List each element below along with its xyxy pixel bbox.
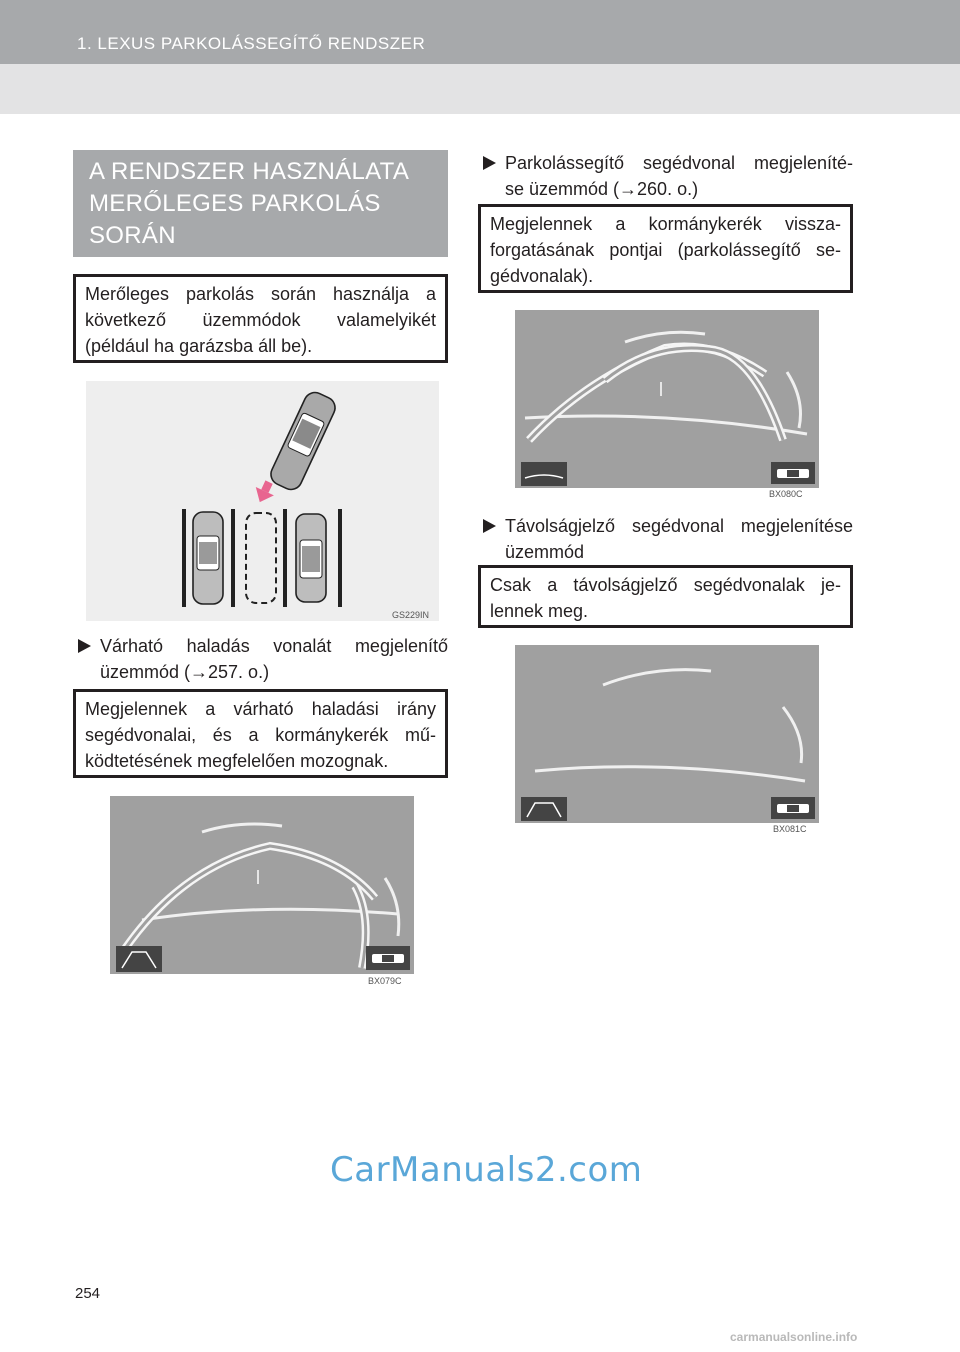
mode-description-line: Megjelennek a kormánykerék vissza-	[490, 214, 841, 234]
section-title-line: SORÁN	[89, 222, 176, 249]
mode-heading-line: üzemmód (→257. o.)	[100, 662, 270, 682]
intro-line: következő üzemmódok valamelyikét	[85, 310, 436, 330]
mode-heading	[483, 150, 853, 202]
page-number: 254	[75, 1285, 101, 1302]
mode-description-line: forgatásának pontjai (parkolássegítő se-	[490, 240, 841, 260]
bullet-triangle-icon	[78, 639, 91, 653]
mode-heading	[483, 513, 853, 565]
camera-screen-mode3	[515, 645, 819, 835]
figure-code: BX081C	[773, 824, 807, 834]
mode-description-line: Megjelennek a várható haladási irány	[85, 699, 436, 719]
figure-code: GS229IN	[392, 610, 430, 620]
parking-illustration	[86, 381, 439, 621]
section-title-line: A RENDSZER HASZNÁLATA	[89, 158, 410, 185]
figure-code: BX080C	[769, 489, 803, 499]
mode-description-line: lennek meg.	[490, 601, 589, 621]
mode-description-line: segédvonalai, és a kormánykerék mű-	[85, 725, 436, 745]
mode-heading-line: se üzemmód (→260. o.)	[505, 179, 699, 199]
camera-screen-mode1	[110, 796, 414, 986]
header-subbar	[0, 64, 960, 114]
bullet-triangle-icon	[483, 156, 496, 170]
section-title-line: MERŐLEGES PARKOLÁS	[89, 190, 381, 217]
mode-heading-line: üzemmód	[505, 542, 585, 562]
mode-description-box	[478, 204, 853, 293]
intro-box	[73, 274, 448, 363]
mode-description-box	[478, 565, 853, 628]
figure-code: BX079C	[368, 976, 402, 986]
section-title	[73, 150, 448, 257]
watermark: CarManuals2.com	[330, 1150, 643, 1190]
mode-description-line: gédvonalak).	[490, 266, 594, 286]
intro-line: (például ha garázsba áll be).	[85, 336, 313, 356]
camera-screen-mode2	[515, 310, 819, 500]
mode-heading-line: Várható haladás vonalát megjelenítő	[100, 636, 448, 656]
bullet-triangle-icon	[483, 519, 496, 533]
mode-description-line: Csak a távolságjelző segédvonalak je-	[490, 575, 841, 595]
mode-description-line: ködtetésének megfelelően mozognak.	[85, 751, 389, 771]
mode-description-box	[73, 689, 448, 778]
footer-site: carmanualsonline.info	[730, 1330, 858, 1344]
mode-heading-line: Távolságjelző segédvonal megjelenítése	[505, 516, 853, 536]
intro-line: Merőleges parkolás során használja a	[85, 284, 436, 304]
header-bar	[0, 0, 960, 64]
chapter-title: 1. LEXUS PARKOLÁSSEGÍTŐ RENDSZER	[77, 34, 426, 53]
mode-heading	[78, 633, 448, 685]
mode-heading-line: Parkolássegítő segédvonal megjeleníté-	[505, 153, 853, 173]
